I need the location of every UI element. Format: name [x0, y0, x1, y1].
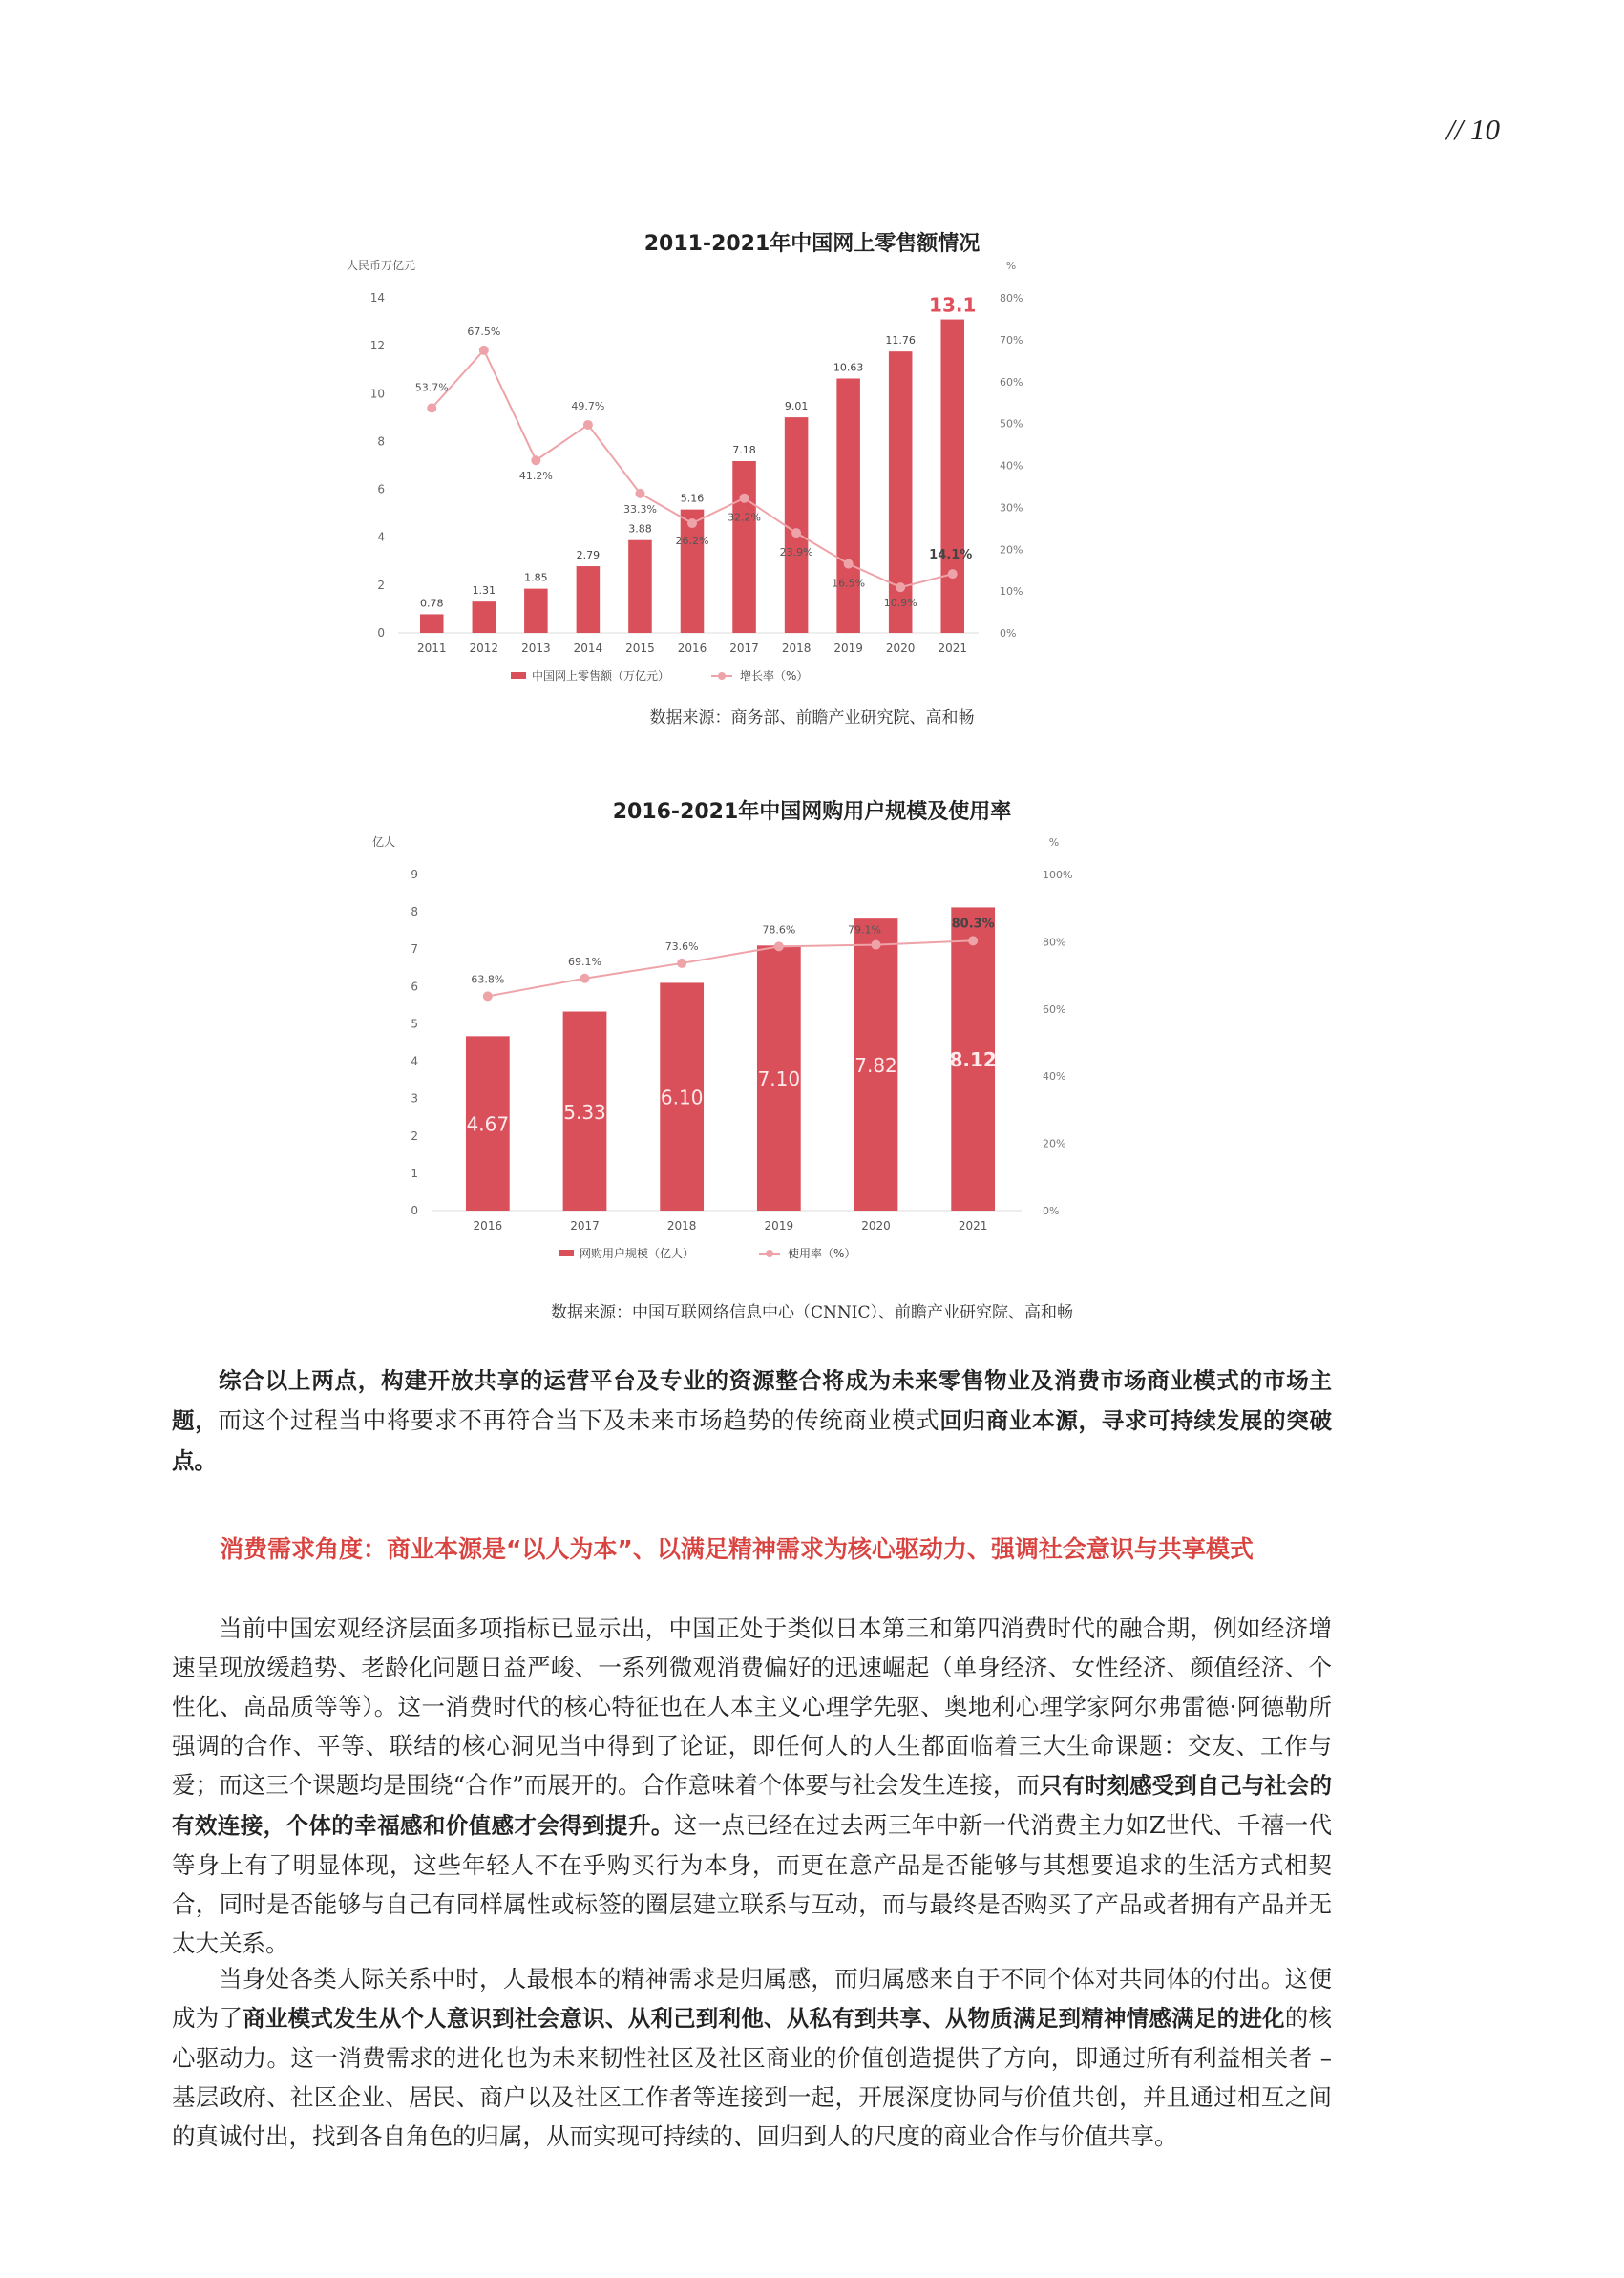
emphasis-text: 综合以上两点，构建开放共享的运营平台及专业的资源整合将成为未来零售物业及消费市场商业模式的市场主题，	[172, 1367, 1332, 1434]
body-paragraph-1	[172, 1609, 1332, 1963]
y2-tick-label: 40%	[1043, 1070, 1066, 1084]
bar-value-label: 0.78	[420, 597, 444, 610]
y2-tick-label: 80%	[1043, 936, 1066, 949]
line-point	[896, 582, 905, 592]
bar-value-label: 8.12	[949, 1048, 997, 1072]
legend-bar-label: 网购用户规模（亿人）	[580, 1247, 695, 1260]
bar	[473, 601, 496, 633]
x-tick-label: 2013	[521, 642, 551, 655]
x-tick-label: 2020	[861, 1219, 891, 1233]
line-point	[968, 936, 978, 945]
bar-value-label: 11.76	[885, 334, 916, 348]
y-tick-label: 0	[411, 1204, 418, 1217]
line-value-label: 67.5%	[467, 325, 501, 338]
emphasis-text: 只有时刻感受到自己与社会的有效连接，个体的幸福感和价值感才会得到提升。	[172, 1772, 1333, 1839]
bar	[628, 540, 652, 633]
bar	[785, 417, 809, 633]
line-value-label: 26.2%	[675, 535, 709, 548]
line-point	[791, 528, 801, 538]
y-tick-label: 2	[411, 1128, 418, 1143]
line-value-label: 32.2%	[728, 511, 762, 524]
y-tick-label: 8	[411, 905, 418, 919]
legend-bar-swatch	[559, 1250, 574, 1256]
body-text: 当身处各类人际关系中时，人最根本的精神需求是归属感，而归属感来自于不同个体对共同体的付出。这便成为了	[172, 1965, 1332, 2032]
y2-tick-label: 60%	[1043, 1002, 1066, 1016]
line-point	[580, 974, 590, 983]
legend-line-marker	[766, 1250, 773, 1257]
line-point	[483, 991, 493, 1001]
legend-line-marker	[718, 672, 726, 680]
section-heading: 消费需求角度：商业本源是“以人为本”、以满足精神需求为核心驱动力、强调社会意识与共享模式	[220, 1535, 1254, 1563]
line-value-label: 53.7%	[414, 381, 449, 394]
line-point	[774, 941, 784, 951]
line-point	[677, 959, 686, 968]
y-tick-label: 9	[411, 868, 418, 881]
bar	[524, 589, 548, 633]
bar	[940, 320, 964, 633]
y-axis-label: 人民币万亿元	[347, 259, 416, 272]
legend-bar-label: 中国网上零售额（万亿元）	[532, 669, 670, 683]
y-tick-label: 8	[377, 434, 385, 449]
growth-line	[488, 940, 973, 996]
y-axis-label: 亿人	[372, 835, 396, 849]
x-tick-label: 2019	[833, 642, 863, 655]
chart-1-source: 数据来源：商务部、前瞻产业研究院、高和畅	[649, 708, 975, 728]
chart-2-source: 数据来源：中国互联网络信息中心（CNNIC）、前瞻产业研究院、高和畅	[551, 1303, 1073, 1322]
line-value-label: 69.1%	[568, 955, 601, 968]
bar-value-label: 7.18	[732, 443, 756, 456]
line-point	[479, 346, 489, 355]
y-tick-label: 0	[377, 626, 385, 640]
online-retail-chart	[339, 258, 1023, 687]
y2-tick-label: 80%	[1000, 292, 1023, 305]
line-value-label: 63.8%	[471, 973, 505, 986]
y-tick-label: 3	[411, 1091, 418, 1106]
y2-axis-label: %	[1005, 260, 1017, 272]
line-value-label: 73.6%	[664, 939, 699, 953]
y-tick-label: 12	[369, 339, 385, 353]
line-point	[427, 403, 436, 412]
x-tick-label: 2021	[958, 1219, 988, 1233]
line-value-label: 79.1%	[848, 923, 881, 937]
y-tick-label: 14	[369, 291, 385, 305]
emphasis-text: 回归商业本源，寻求可持续发展的突破点。	[172, 1407, 1333, 1474]
page-number: // 10	[1446, 113, 1500, 146]
y-tick-label: 4	[377, 530, 385, 544]
body-text: 这一点已经在过去两三年中新一代消费主力如Z世代、千禧一代等身上有了明显体现，这些年轻人不在乎购买行为本身，而更在意产品是否能够与其想要追求的生活方式相契合，同时是否能够与自己有同样属性或标签的圈层建立联系与互动，而与最终是否购买了产品或者拥有产品并无太大关系。	[172, 1811, 1332, 1957]
bar	[420, 614, 444, 633]
x-tick-label: 2021	[938, 642, 968, 655]
y2-tick-label: 40%	[1000, 459, 1023, 473]
bar-value-label: 7.10	[757, 1067, 801, 1091]
bar	[577, 566, 601, 633]
bar-value-label: 1.31	[472, 584, 496, 598]
y-tick-label: 10	[369, 387, 385, 401]
x-tick-label: 2018	[781, 642, 812, 655]
online-shoppers-chart	[372, 829, 1073, 1287]
y2-tick-label: 60%	[1000, 375, 1023, 389]
legend-bar-swatch	[511, 672, 526, 679]
line-value-label: 78.6%	[762, 923, 796, 937]
line-point	[844, 559, 854, 569]
x-tick-label: 2015	[625, 642, 655, 655]
y2-tick-label: 70%	[1000, 333, 1023, 347]
x-tick-label: 2020	[885, 642, 916, 655]
line-value-label: 10.9%	[883, 597, 917, 610]
summary-paragraph	[172, 1360, 1332, 1481]
x-tick-label: 2017	[729, 642, 759, 655]
body-text: 当前中国宏观经济层面多项指标已显示出，中国正处于类似日本第三和第四消费时代的融合期，例如经济增速呈现放缓趋势、老龄化问题日益严峻、一系列微观消费偏好的迅速崛起（单身经济、女性经济、颜值经济、个性化、高品质等等）。这一消费时代的核心特征也在人本主义心理学先驱、奥地利心理学家阿尔弗雷德·阿德勒所强调的合作、平等、联结的核心洞见当中得到了论证，即任何人的人生都面临着三大生命课题：交友、工作与爱；而这三个课题均是围绕“合作”而展开的。合作意味着个体要与社会发生连接，而	[172, 1614, 1332, 1799]
bar-value-label: 3.88	[628, 522, 652, 536]
bar-value-label: 5.33	[563, 1100, 606, 1124]
line-point	[583, 420, 593, 430]
line-point	[872, 940, 881, 950]
line-value-label: 23.9%	[779, 546, 813, 559]
y-tick-label: 4	[411, 1054, 418, 1068]
line-point	[635, 489, 644, 498]
bar-value-label: 7.82	[854, 1054, 897, 1078]
bar-value-label: 4.67	[466, 1112, 510, 1136]
x-tick-label: 2017	[570, 1219, 600, 1233]
bar-value-label: 6.10	[660, 1086, 704, 1109]
y2-tick-label: 100%	[1043, 869, 1073, 881]
bar-value-label: 1.85	[524, 571, 548, 584]
body-text: 而这个过程当中将要求不再符合当下及未来市场趋势的传统商业模式	[218, 1406, 940, 1434]
bar-value-label: 13.1	[929, 293, 977, 317]
line-point	[948, 569, 958, 579]
bar-value-label: 2.79	[576, 549, 601, 562]
bar-value-label: 9.01	[784, 400, 809, 413]
x-tick-label: 2014	[573, 642, 603, 655]
y2-tick-label: 10%	[1000, 585, 1023, 599]
y-tick-label: 6	[411, 980, 418, 994]
x-tick-label: 2016	[473, 1219, 503, 1233]
legend-line-label: 增长率（%）	[740, 669, 809, 683]
chart-2-title: 2016-2021年中国网购用户规模及使用率	[612, 800, 1012, 824]
line-point	[687, 518, 697, 528]
y-tick-label: 7	[411, 942, 418, 957]
bar-value-label: 10.63	[833, 361, 864, 374]
line-point	[531, 455, 540, 465]
y2-tick-label: 20%	[1043, 1137, 1066, 1150]
bar	[732, 461, 756, 633]
x-tick-label: 2012	[469, 642, 499, 655]
x-tick-label: 2019	[764, 1219, 794, 1233]
y2-tick-label: 50%	[1000, 417, 1023, 431]
x-tick-label: 2018	[666, 1219, 697, 1233]
body-paragraph-2	[172, 1959, 1332, 2156]
y-tick-label: 2	[377, 578, 385, 592]
x-tick-label: 2016	[677, 642, 707, 655]
y2-tick-label: 30%	[1000, 501, 1023, 515]
legend-line-label: 使用率（%）	[788, 1247, 856, 1260]
line-value-label: 33.3%	[622, 502, 657, 516]
y-tick-label: 1	[411, 1166, 418, 1180]
bar	[836, 378, 860, 633]
line-value-label: 80.3%	[951, 917, 995, 932]
line-value-label: 16.5%	[832, 577, 866, 590]
y2-tick-label: 20%	[1000, 543, 1023, 557]
y-tick-label: 5	[411, 1017, 418, 1031]
y2-axis-label: %	[1048, 836, 1060, 849]
chart-1-title: 2011-2021年中国网上零售额情况	[643, 232, 981, 256]
y2-tick-label: 0%	[1043, 1205, 1060, 1217]
line-value-label: 14.1%	[929, 548, 973, 563]
line-value-label: 49.7%	[571, 399, 605, 412]
emphasis-text: 商业模式发生从个人意识到社会意识、从利己到利他、从私有到共享、从物质满足到精神情感满足的进化	[243, 2005, 1285, 2032]
y2-tick-label: 0%	[1000, 627, 1017, 640]
body-text: 的核心驱动力。这一消费需求的进化也为未来韧性社区及社区商业的价值创造提供了方向，即通过所有利益相关者 – 基层政府、社区企业、居民、商户以及社区工作者等连接到一起，开展深度协同与价值共创，并且通过相互之间的真诚付出，找到各自角色的归属，从而实现可持续的、回归到人的尺度的商业合作与价值共享。	[172, 2004, 1333, 2150]
line-point	[740, 494, 749, 503]
x-tick-label: 2011	[416, 642, 447, 655]
y-tick-label: 6	[377, 482, 385, 496]
line-value-label: 41.2%	[518, 470, 553, 483]
bar-value-label: 5.16	[680, 492, 705, 505]
